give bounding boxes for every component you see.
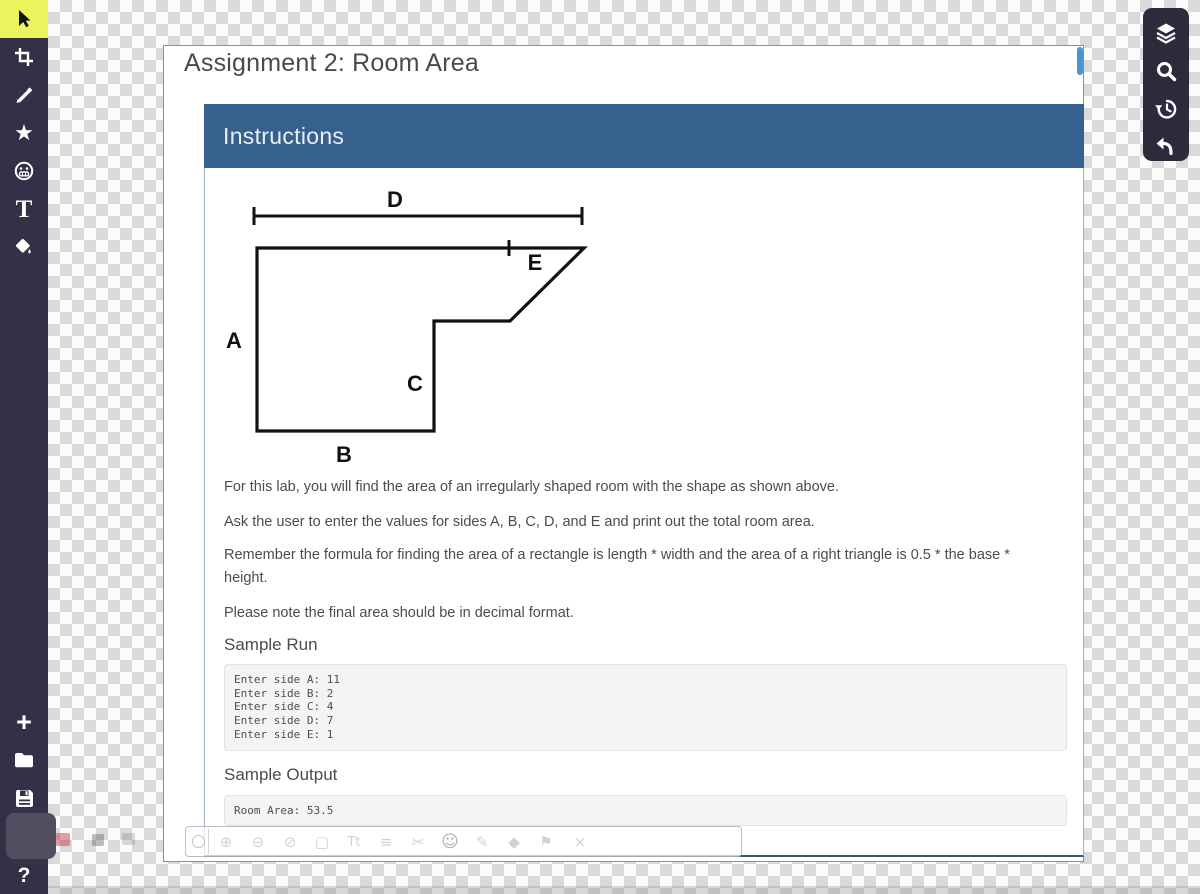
emoji-tool-button[interactable] bbox=[0, 152, 48, 190]
ghost-zoom-in-icon[interactable]: ⊕ bbox=[219, 833, 233, 851]
bottom-gray-band bbox=[0, 886, 1200, 894]
help-icon: ? bbox=[17, 863, 31, 887]
save-icon bbox=[14, 788, 35, 809]
instructions-header bbox=[204, 104, 1084, 168]
room-shape-diagram bbox=[222, 181, 602, 471]
instructions-paragraph-1: For this lab, you will find the area of an irregularly shaped room with the shape as shown above. bbox=[224, 479, 839, 495]
ghost-select-region-icon[interactable]: ▢ bbox=[314, 833, 330, 851]
code-line: Enter side D: 7 bbox=[234, 714, 334, 728]
instructions-paragraph-4: Please note the final area should be in decimal format. bbox=[224, 605, 574, 621]
ghost-help-icon bbox=[192, 835, 205, 848]
ghost-cut-icon[interactable]: ✂ bbox=[411, 833, 425, 851]
ghost-close-icon[interactable]: × bbox=[573, 833, 587, 851]
text-tool-icon: T bbox=[15, 195, 33, 223]
help-button[interactable] bbox=[0, 856, 48, 894]
layers-button[interactable] bbox=[1143, 14, 1189, 52]
shapes-tool-button[interactable] bbox=[0, 114, 48, 152]
cursor-icon bbox=[13, 8, 35, 30]
fill-tool-button[interactable] bbox=[0, 229, 48, 267]
scrollbar-thumb[interactable] bbox=[1077, 47, 1083, 75]
sample-run-heading: Sample Run bbox=[224, 635, 318, 654]
crop-icon bbox=[14, 47, 34, 67]
sample-run-code-block bbox=[224, 664, 1067, 751]
emoji-icon bbox=[13, 160, 35, 182]
history-clock-icon bbox=[1154, 97, 1178, 121]
settings-flyout-highlight bbox=[6, 813, 56, 859]
instructions-header-label: Instructions bbox=[223, 122, 345, 149]
layers-icon bbox=[1154, 21, 1178, 45]
right-toolbar bbox=[1143, 8, 1189, 161]
magnifier-icon bbox=[1155, 60, 1177, 82]
pencil-icon bbox=[14, 85, 34, 105]
paint-bucket-icon bbox=[13, 237, 35, 259]
code-line: Enter side E: 1 bbox=[234, 727, 334, 741]
ghost-zoom-out-icon[interactable]: ⊖ bbox=[251, 833, 265, 851]
document-page bbox=[163, 45, 1084, 862]
ghost-fill-icon[interactable]: ◆ bbox=[508, 833, 520, 851]
diagram-label-d: D bbox=[387, 187, 403, 212]
undo-arrow-icon bbox=[1154, 135, 1178, 159]
save-button[interactable] bbox=[0, 779, 48, 817]
ghost-gray-icon bbox=[122, 833, 135, 845]
ghost-dark-icon bbox=[92, 834, 104, 846]
text-tool-button[interactable] bbox=[0, 190, 48, 228]
ghost-zoom-reset-icon[interactable]: ⊘ bbox=[283, 833, 297, 851]
diagram-label-e: E bbox=[527, 250, 543, 275]
instructions-paragraph-2: Ask the user to enter the values for sides A, B, C, D, and E and print out the total room area. bbox=[224, 514, 815, 530]
plus-icon: + bbox=[16, 706, 32, 737]
new-file-button[interactable] bbox=[0, 703, 48, 741]
code-line: Room Area: 53.5 bbox=[234, 804, 334, 817]
instructions-paragraph-3: Remember the formula for finding the area of a rectangle is length * width and the area of a right triangle is 0.5 * the base * height. bbox=[224, 547, 1010, 586]
diagram-label-a: A bbox=[226, 328, 242, 353]
code-line: Enter side C: 4 bbox=[234, 700, 334, 714]
folder-icon bbox=[13, 749, 35, 771]
ghost-lines-icon[interactable]: ≡ bbox=[379, 833, 393, 851]
draw-tool-button[interactable] bbox=[0, 76, 48, 114]
ghost-flag-icon[interactable]: ⚑ bbox=[539, 833, 553, 851]
sample-output-code-block bbox=[224, 795, 1067, 826]
ghost-pencil-icon[interactable]: ✎ bbox=[475, 833, 489, 851]
ghost-emoji-icon[interactable]: ☺ bbox=[441, 832, 459, 852]
diagram-label-b: B bbox=[336, 442, 352, 467]
page-title: Assignment 2: Room Area bbox=[184, 49, 480, 77]
history-button[interactable] bbox=[1143, 90, 1189, 128]
open-file-button[interactable] bbox=[0, 741, 48, 779]
code-line: Enter side B: 2 bbox=[234, 686, 334, 700]
diagram-label-c: C bbox=[407, 371, 423, 396]
select-tool-button[interactable] bbox=[0, 0, 48, 38]
crop-tool-button[interactable] bbox=[0, 38, 48, 76]
sample-output-heading: Sample Output bbox=[224, 765, 338, 784]
undo-button[interactable] bbox=[1143, 128, 1189, 166]
instructions-panel bbox=[204, 104, 1084, 857]
ghost-text-icon[interactable]: Tt bbox=[347, 834, 361, 850]
star-icon: ★ bbox=[14, 120, 34, 145]
code-line: Enter side A: 11 bbox=[234, 673, 340, 686]
zoom-button[interactable] bbox=[1143, 52, 1189, 90]
left-toolbar bbox=[0, 0, 48, 894]
ghost-red-icon bbox=[56, 833, 70, 846]
